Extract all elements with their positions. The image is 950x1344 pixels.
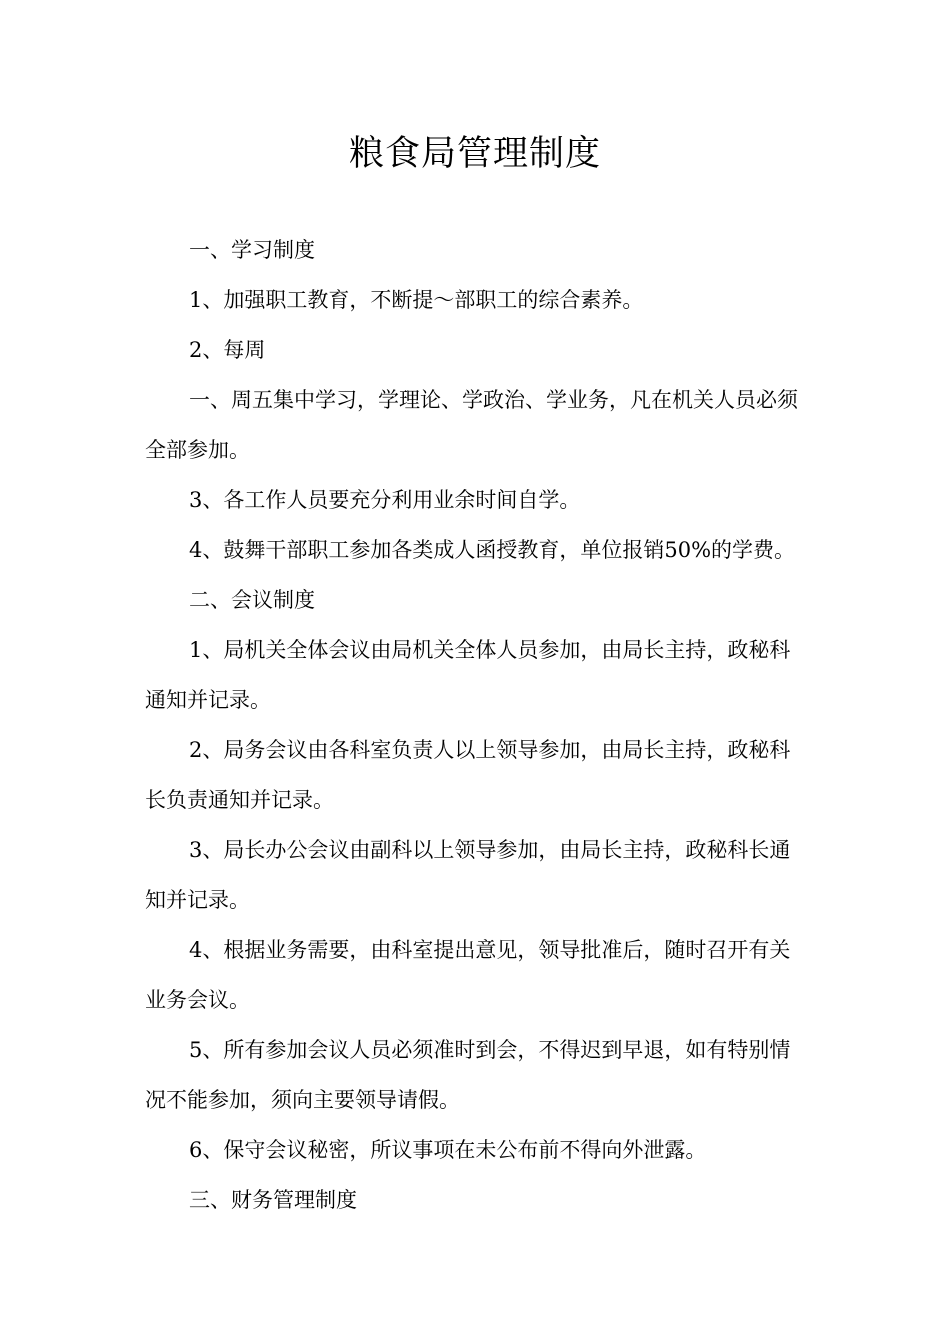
paragraph: 2、局务会议由各科室负责人以上领导参加，由局长主持，政秘科长负责通知并记录。 bbox=[145, 738, 791, 812]
section-heading-meeting: 二、会议制度 bbox=[189, 588, 315, 612]
paragraph: 3、局长办公会议由副科以上领导参加，由局长主持，政秘科长通知并记录。 bbox=[145, 838, 791, 912]
paragraph: 1、加强职工教育，不断提～部职工的综合素养。 bbox=[189, 288, 644, 312]
paragraph: 6、保守会议秘密，所议事项在未公布前不得向外泄露。 bbox=[189, 1138, 707, 1162]
paragraph: 4、根据业务需要，由科室提出意见，领导批准后，随时召开有关业务会议。 bbox=[145, 938, 791, 1012]
paragraph: 2、每周 bbox=[189, 338, 266, 362]
paragraph: 一、周五集中学习，学理论、学政治、学业务，凡在机关人员必须全部参加。 bbox=[145, 388, 798, 462]
document-body bbox=[145, 225, 810, 1225]
paragraph: 5、所有参加会议人员必须准时到会，不得迟到早退，如有特别情况不能参加，须向主要领导请假。 bbox=[145, 1038, 791, 1112]
paragraph: 3、各工作人员要充分利用业余时间自学。 bbox=[189, 488, 581, 512]
paragraph: 4、鼓舞干部职工参加各类成人函授教育，单位报销50%的学费。 bbox=[189, 538, 796, 562]
document-title: 粮食局管理制度 bbox=[348, 134, 601, 174]
section-heading-study: 一、学习制度 bbox=[189, 238, 315, 262]
paragraph: 1、局机关全体会议由局机关全体人员参加，由局长主持，政秘科通知并记录。 bbox=[145, 638, 791, 712]
section-heading-finance: 三、财务管理制度 bbox=[189, 1188, 357, 1212]
